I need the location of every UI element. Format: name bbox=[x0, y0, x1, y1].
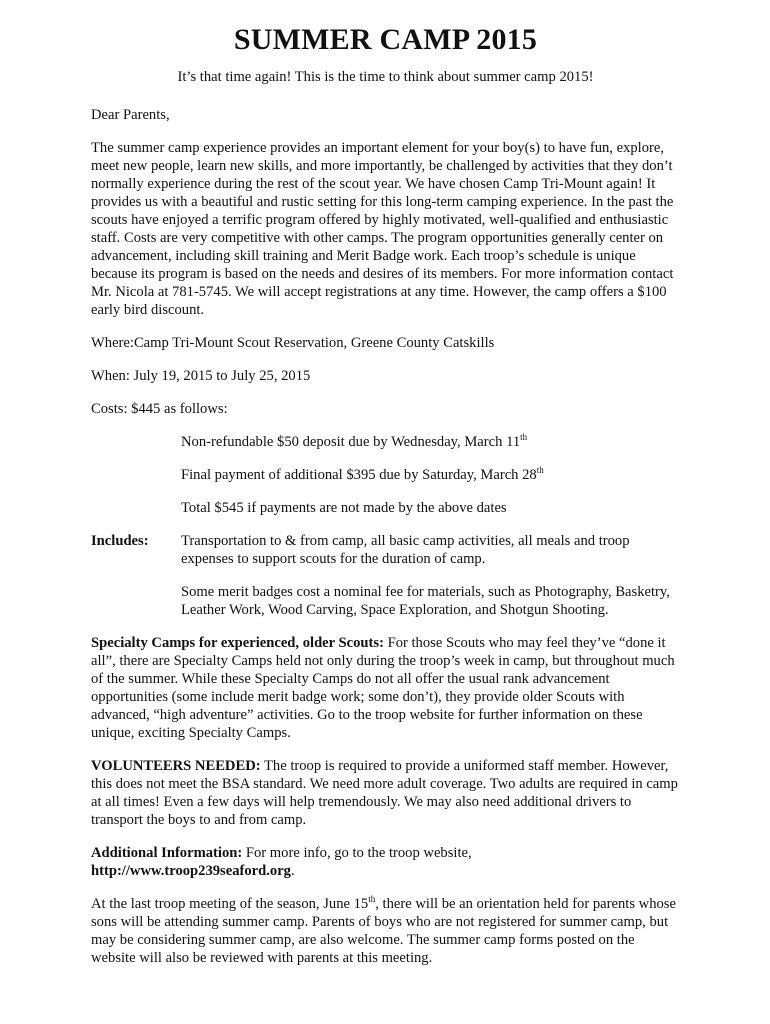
additional-info-paragraph bbox=[91, 844, 680, 880]
deposit-line bbox=[181, 433, 680, 451]
page-title: SUMMER CAMP 2015 bbox=[233, 23, 538, 56]
deposit-sup: th bbox=[520, 432, 528, 443]
specialty-paragraph bbox=[91, 634, 680, 742]
orientation-text-b: , there will be an orientation held for parents whose sons will be attending summer camp. Parents of boys who are not registered for summer camp, but may be considering summer camp, are also welcome. The summer camp forms posted on the website will also be reviewed with parents at this meeting. bbox=[91, 896, 676, 966]
final-payment-text: Final payment of additional $395 due by Saturday, March 28 bbox=[181, 467, 537, 483]
volunteers-text: The troop is required to provide a uniformed staff member. However, this does not meet the BSA standard. We need more adult coverage. Two adults are required in camp at all times! Even a few days will help tremendously. We may also need additional drivers to transport the boys to and from camp. bbox=[91, 758, 678, 828]
volunteers-heading: VOLUNTEERS NEEDED: bbox=[91, 758, 261, 774]
total-line: Total $545 if payments are not made by the above dates bbox=[181, 500, 507, 516]
volunteers-paragraph bbox=[91, 757, 680, 829]
intro-paragraph: The summer camp experience provides an important element for your boy(s) to have fun, explore, meet new people, learn new skills, and more importantly, be challenged by activities that they don’t normally experience during the rest of the scout year. We have chosen Camp Tri-Mount again! It provides us with a beautiful and rustic setting for this long-term camping experience. In the past the scouts have enjoyed a terrific program offered by highly motivated, well-qualified and enthusiastic staff. Costs are very competitive with other camps. The program opportunities generally center on advancement, including skill training and Merit Badge work. Each troop’s schedule is unique because its program is based on the needs and desires of its members. For more information contact Mr. Nicola at 781-5745. We will accept registrations at any time. However, the camp offers a $100 early bird discount. bbox=[91, 140, 674, 318]
includes-text-2: Some merit badges cost a nominal fee for materials, such as Photography, Basketry, Leather Work, Wood Carving, Space Exploration, and Shotgun Shooting. bbox=[181, 584, 670, 618]
specialty-text: For those Scouts who may feel they’ve “done it all”, there are Specialty Camps held not only during the troop’s week in camp, but throughout much of the summer. While these Specialty Camps do not all offer the usual rank advancement opportunities (some include merit badge work; some don’t), they provide older Scouts with advanced, “high adventure” activities. Go to the troop website for further information on these unique, exciting Specialty Camps. bbox=[91, 635, 675, 741]
orientation-text-a: At the last troop meeting of the season, June 15 bbox=[91, 896, 369, 912]
includes-label: Includes: bbox=[91, 533, 149, 549]
deposit-text: Non-refundable $50 deposit due by Wednesday, March 11 bbox=[181, 434, 521, 450]
final-sup: th bbox=[536, 465, 544, 476]
orientation-paragraph bbox=[91, 895, 680, 967]
additional-text: For more info, go to the troop website, bbox=[242, 845, 472, 861]
final-payment-line bbox=[181, 466, 680, 484]
includes-section bbox=[91, 532, 680, 619]
specialty-heading: Specialty Camps for experienced, older Scouts: bbox=[91, 635, 384, 651]
subtitle: It’s that time again! This is the time to think about summer camp 2015! bbox=[177, 69, 594, 85]
includes-text-1: Transportation to & from camp, all basic camp activities, all meals and troop expenses to support scouts for the duration of camp. bbox=[181, 533, 630, 567]
where-line: Where:Camp Tri-Mount Scout Reservation, Greene County Catskills bbox=[91, 335, 495, 351]
additional-period: . bbox=[290, 863, 295, 879]
costs-line: Costs: $445 as follows: bbox=[91, 401, 228, 417]
orientation-sup: th bbox=[368, 894, 376, 905]
additional-heading: Additional Information: bbox=[91, 845, 243, 861]
greeting: Dear Parents, bbox=[91, 107, 170, 123]
troop-website-link[interactable]: http://www.troop239seaford.org bbox=[91, 863, 291, 879]
when-line: When: July 19, 2015 to July 25, 2015 bbox=[91, 368, 311, 384]
